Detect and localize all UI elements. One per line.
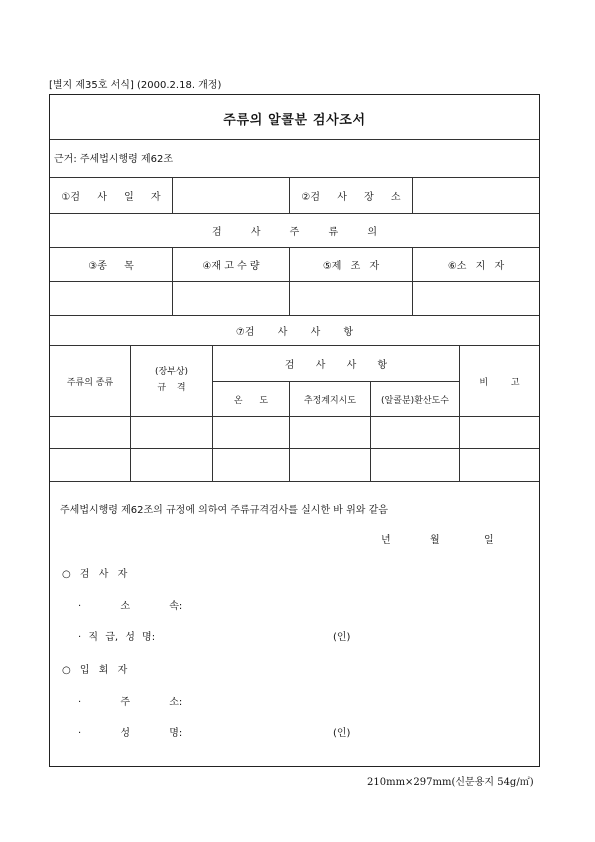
date-month: 월 bbox=[430, 535, 440, 546]
inspection-date-label: ①검 사 일 자 bbox=[61, 191, 161, 203]
inspection-date-field[interactable] bbox=[173, 178, 289, 212]
detail-temperature: 온 도 bbox=[233, 395, 269, 406]
date-year: 년 bbox=[381, 535, 391, 546]
detail-remarks: 비 고 bbox=[479, 377, 520, 388]
detail-row-1[interactable] bbox=[50, 417, 539, 448]
liquor-header-stock: ④재 고 수 량 bbox=[202, 260, 260, 272]
detail-apparent-degree: 추정계지시도 bbox=[303, 395, 357, 406]
detail-row-2[interactable] bbox=[50, 449, 539, 480]
liquor-stock-field[interactable] bbox=[173, 282, 289, 314]
witness-seal: (인) bbox=[333, 728, 351, 739]
statement-text: 주세법시행령 제62조의 규정에 의하여 주류규격검사를 실시한 바 위와 같음 bbox=[60, 505, 388, 516]
form-title: 주류의 알콜분 검사조서 bbox=[223, 113, 366, 128]
liquor-header-maker: ⑤제 조 자 bbox=[322, 260, 380, 272]
liquor-header-holder: ⑥소 지 자 bbox=[447, 260, 505, 272]
liquor-section-title: 검 사 주 류 의 bbox=[211, 226, 377, 238]
detail-spec-bottom: 규 격 bbox=[157, 382, 186, 393]
detail-liquor-type: 주류의 종류 bbox=[66, 377, 114, 388]
inspector-seal: (인) bbox=[333, 632, 351, 643]
liquor-holder-field[interactable] bbox=[413, 282, 539, 314]
detail-group-title: 검 사 사 항 bbox=[284, 360, 388, 371]
inspector-heading: ○ 검 사 자 bbox=[62, 569, 128, 580]
witness-heading: ○ 입 회 자 bbox=[62, 665, 128, 676]
liquor-header-kind: ③종 목 bbox=[88, 260, 134, 272]
paper-spec: 210mm×297mm(신문용지 54g/㎡) bbox=[367, 777, 534, 788]
liquor-kind-field[interactable] bbox=[50, 282, 172, 314]
date-day: 일 bbox=[484, 535, 494, 546]
inspection-form bbox=[49, 94, 540, 767]
inspection-place-label: ②검 사 장 소 bbox=[301, 191, 401, 203]
witness-address-label: · 주 소: bbox=[78, 697, 183, 708]
witness-name-label: · 성 명: bbox=[78, 728, 183, 739]
inspector-affiliation-label: · 소 속: bbox=[78, 601, 183, 612]
detail-spec-top: (장부상) bbox=[154, 366, 189, 377]
inspection-section-title: ⑦검 사 사 항 bbox=[235, 326, 354, 338]
legal-basis: 근거: 주세법시행령 제62조 bbox=[54, 153, 174, 165]
detail-converted-degree: (알콜분)환산도수 bbox=[381, 395, 449, 406]
inspector-position-name-label: · 직 급, 성 명: bbox=[78, 632, 156, 643]
liquor-maker-field[interactable] bbox=[290, 282, 412, 314]
form-number-note: [별지 제35호 서식] (2000.2.18. 개정) bbox=[49, 80, 222, 91]
inspection-place-field[interactable] bbox=[413, 178, 539, 212]
